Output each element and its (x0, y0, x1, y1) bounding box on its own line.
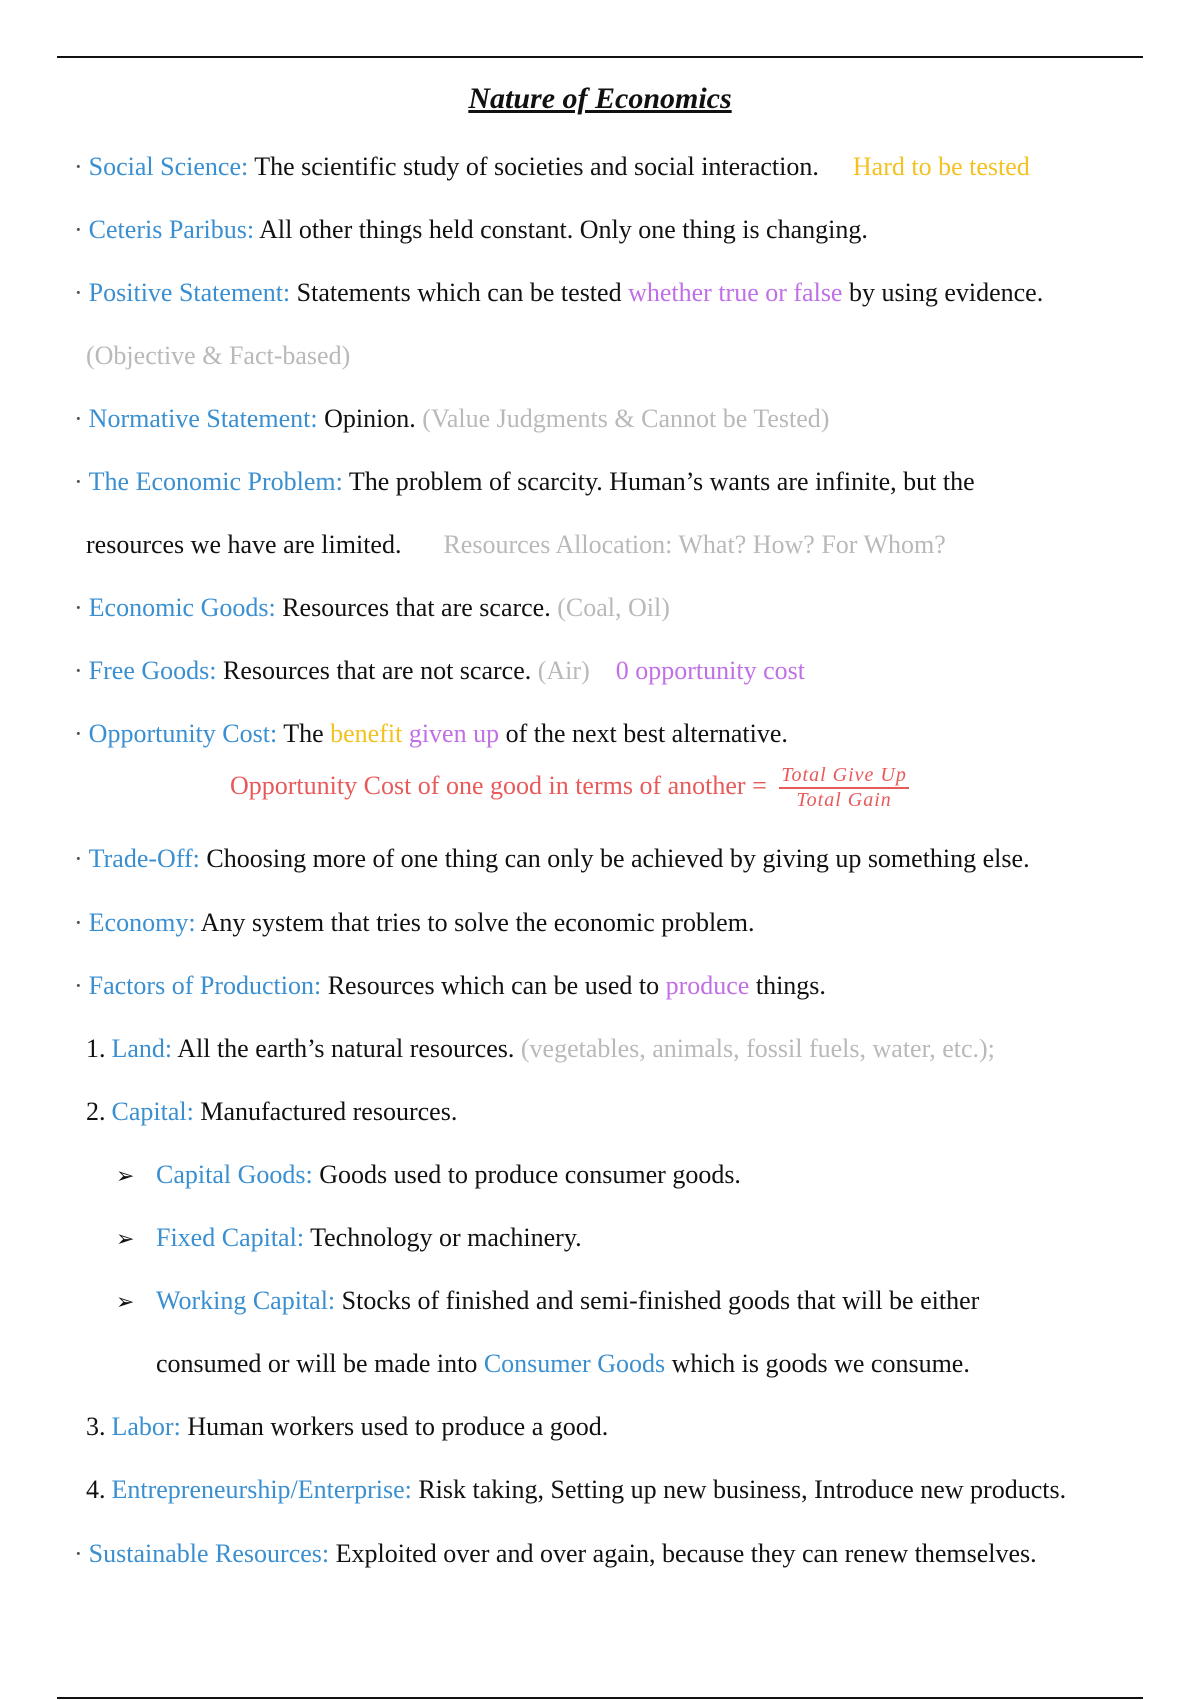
term-ceteris-paribus: Ceteris Paribus: (88, 215, 255, 244)
arrow-bullet-icon: ➢ (116, 1226, 135, 1251)
term-capital: Capital: (111, 1097, 194, 1126)
note-hard-to-test: Hard to be tested (852, 152, 1030, 181)
term-economic-goods: Economic Goods: (88, 593, 276, 622)
bullet: · (74, 1539, 83, 1568)
term-sustainable-resources: Sustainable Resources: (88, 1539, 330, 1568)
item-entrepreneurship (86, 1474, 1066, 1505)
opportunity-cost-formula (230, 764, 909, 812)
bullet: · (74, 467, 83, 496)
def-land: All the earth’s natural resources. (172, 1034, 521, 1063)
term-opportunity-cost: Opportunity Cost: (88, 719, 278, 748)
def-opp-2: of the next best alternative. (499, 719, 788, 748)
def-social-science: The scientific study of societies and social interaction. (248, 152, 819, 181)
note-land-examples: (vegetables, animals, fossil fuels, water, etc.); (520, 1034, 995, 1063)
def-positive-1: Statements which can be tested (290, 278, 629, 307)
bullet: · (74, 844, 83, 873)
term-normative-statement: Normative Statement: (88, 404, 318, 433)
hl-true-false: whether true or false (628, 278, 843, 307)
term-entrepreneurship: Entrepreneurship/Enterprise: (111, 1475, 412, 1504)
term-economy: Economy: (88, 908, 196, 937)
bullet: · (74, 215, 83, 244)
def-capital-goods: Goods used to produce consumer goods. (312, 1160, 741, 1189)
top-rule (57, 56, 1143, 58)
term-free-goods: Free Goods: (88, 656, 217, 685)
def-labor: Human workers used to produce a good. (180, 1412, 609, 1441)
item-trade-off (74, 843, 1030, 874)
formula-numerator: Total Give Up (779, 764, 909, 789)
list-number: 4. (86, 1475, 106, 1504)
note-value-judgments: (Value Judgments & Cannot be Tested) (422, 404, 830, 433)
note-air: (Air) (537, 656, 590, 685)
item-positive-statement (74, 277, 1043, 308)
list-number: 3. (86, 1412, 106, 1441)
formula-fraction (779, 764, 909, 812)
def-working-capital-2a: consumed or will be made into (156, 1349, 484, 1378)
item-free-goods (74, 655, 805, 686)
item-ceteris-paribus (74, 214, 868, 245)
note-objective: (Objective & Fact-based) (86, 341, 351, 370)
hl-produce: produce (665, 971, 750, 1000)
item-capital-goods (116, 1159, 741, 1190)
term-capital-goods: Capital Goods: (156, 1160, 313, 1189)
item-social-science (74, 151, 1030, 182)
list-number: 2. (86, 1097, 106, 1126)
item-economy (74, 907, 754, 938)
term-fixed-capital: Fixed Capital: (156, 1223, 305, 1252)
bullet: · (74, 908, 83, 937)
def-ceteris-paribus: All other things held constant. Only one thing is changing. (254, 215, 868, 244)
item-economic-problem (74, 466, 975, 497)
page-title: Nature of Economics (468, 82, 732, 115)
item-capital (86, 1096, 457, 1127)
bullet: · (74, 719, 83, 748)
item-working-capital (116, 1285, 979, 1316)
item-economic-goods (74, 592, 670, 623)
term-social-science: Social Science: (88, 152, 249, 181)
hl-given-up: given up (408, 719, 500, 748)
def-fixed-capital: Technology or machinery. (304, 1223, 582, 1252)
bottom-rule (57, 1697, 1143, 1699)
def-capital: Manufactured resources. (193, 1097, 458, 1126)
def-sustainable-resources: Exploited over and over again, because they can renew themselves. (329, 1539, 1037, 1568)
term-working-capital: Working Capital: (156, 1286, 336, 1315)
item-land (86, 1033, 995, 1064)
bullet: · (74, 152, 83, 181)
arrow-bullet-icon: ➢ (116, 1163, 135, 1188)
def-economic-problem-2: resources we have are limited. (86, 530, 402, 559)
note-zero-opportunity-cost: 0 opportunity cost (615, 656, 805, 685)
bullet: · (74, 593, 83, 622)
item-labor (86, 1411, 608, 1442)
note-coal-oil: (Coal, Oil) (557, 593, 670, 622)
item-normative-statement (74, 403, 829, 434)
item-sustainable-resources (74, 1538, 1037, 1569)
term-labor: Labor: (111, 1412, 181, 1441)
bullet: · (74, 404, 83, 433)
term-positive-statement: Positive Statement: (88, 278, 291, 307)
def-trade-off: Choosing more of one thing can only be achieved by giving up something else. (199, 844, 1030, 873)
note-resource-allocation: Resources Allocation: What? How? For Whom? (443, 530, 946, 559)
item-economic-problem-cont (86, 529, 946, 560)
item-opportunity-cost (74, 718, 788, 749)
term-factors-of-production: Factors of Production: (88, 971, 322, 1000)
def-free-goods: Resources that are not scarce. (216, 656, 538, 685)
def-positive-2: by using evidence. (842, 278, 1044, 307)
term-economic-problem: The Economic Problem: (88, 467, 343, 496)
bullet: · (74, 278, 83, 307)
formula-lhs: Opportunity Cost of one good in terms of another = (230, 770, 774, 800)
def-entrepreneurship: Risk taking, Setting up new business, Introduce new products. (411, 1475, 1067, 1504)
def-working-capital-2b: which is goods we consume. (665, 1349, 970, 1378)
def-normative: Opinion. (317, 404, 423, 433)
term-trade-off: Trade-Off: (88, 844, 200, 873)
item-factors-of-production (74, 970, 826, 1001)
item-working-capital-cont (156, 1348, 970, 1379)
def-economic-problem-1: The problem of scarcity. Human’s wants are infinite, but the (342, 467, 975, 496)
arrow-bullet-icon: ➢ (116, 1289, 135, 1314)
def-economy: Any system that tries to solve the economic problem. (195, 908, 755, 937)
term-land: Land: (111, 1034, 173, 1063)
hl-benefit: benefit (330, 719, 403, 748)
bullet: · (74, 656, 83, 685)
def-factors-2: things. (749, 971, 826, 1000)
formula-denominator: Total Gain (796, 789, 892, 811)
def-economic-goods: Resources that are scarce. (275, 593, 558, 622)
def-factors-1: Resources which can be used to (321, 971, 666, 1000)
item-fixed-capital (116, 1222, 582, 1253)
def-opp-1: The (277, 719, 331, 748)
def-working-capital-1: Stocks of finished and semi-finished goods that will be either (335, 1286, 980, 1315)
list-number: 1. (86, 1034, 106, 1063)
hl-consumer-goods: Consumer Goods (483, 1349, 666, 1378)
bullet: · (74, 971, 83, 1000)
